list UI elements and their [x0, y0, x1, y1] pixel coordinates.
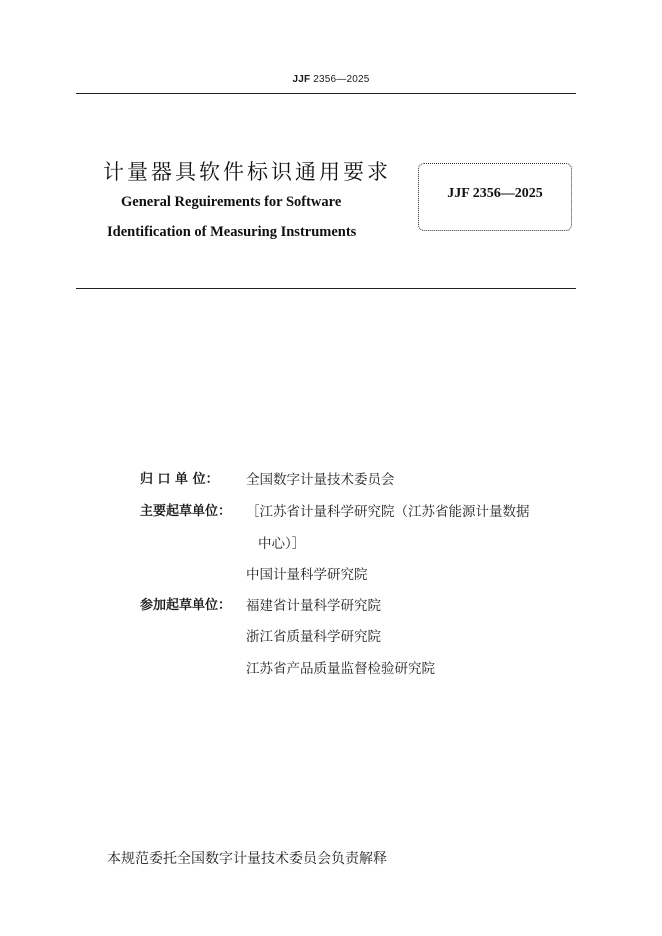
standard-code-box: [418, 163, 572, 231]
responsible-unit-label: 归 口 单 位：: [140, 472, 219, 487]
participating-line: 浙江省质量科学研究院: [246, 629, 381, 645]
participating-line: 福建省计量科学研究院: [246, 598, 381, 614]
top-rule: [76, 93, 576, 94]
middle-rule: [76, 288, 576, 289]
title-english-line-2: Identification of Measuring Instruments: [107, 224, 357, 240]
header-code: [0, 74, 662, 85]
title-english-line-1: General Reguirements for Software: [121, 194, 342, 210]
participating-label: 参加起草单位：: [140, 598, 232, 613]
main-drafting-line: ［江苏省计量科学研究院（江苏省能源计量数据: [246, 504, 530, 520]
main-drafting-line: 中心）］: [258, 536, 306, 552]
participating-line: 江苏省产品质量监督检验研究院: [246, 661, 435, 677]
title-chinese: 计量器具软件标识通用要求: [103, 160, 391, 184]
responsible-unit-value: 全国数字计量技术委员会: [246, 472, 395, 488]
standard-code: JJF 2356—2025: [447, 186, 543, 201]
header-code-number: 2356—2025: [313, 74, 370, 85]
header-code-prefix: JJF: [292, 74, 311, 85]
interpretation-note: 本规范委托全国数字计量技术委员会负责解释: [107, 851, 387, 867]
main-drafting-line: 中国计量科学研究院: [246, 567, 368, 583]
main-drafting-label: 主要起草单位：: [140, 504, 232, 519]
